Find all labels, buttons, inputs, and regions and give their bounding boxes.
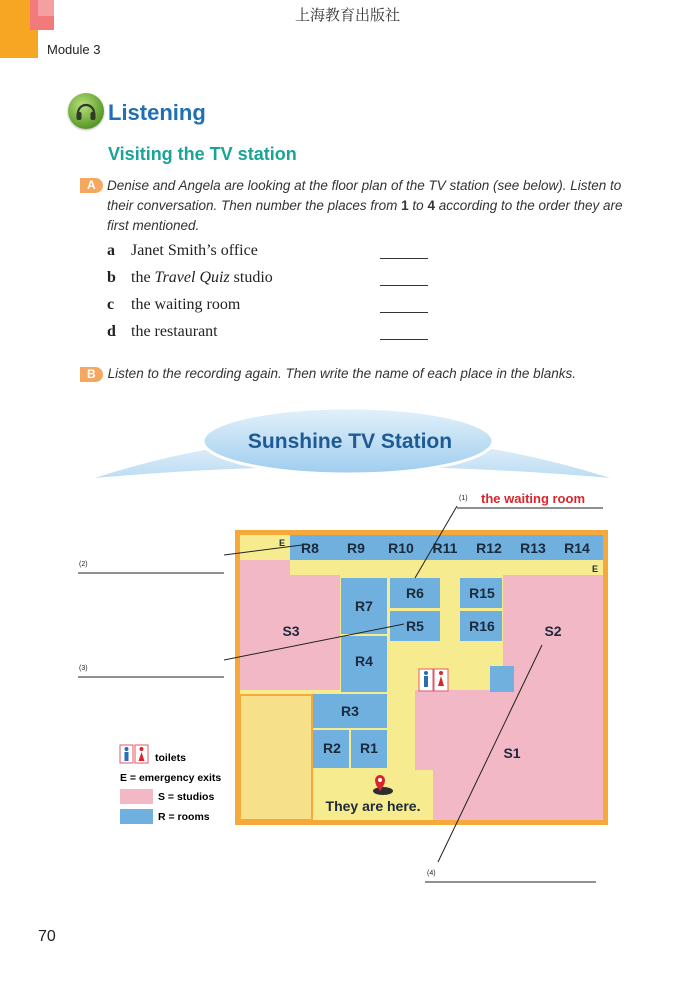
small-room-box [490,666,514,692]
blank-number: (2) [79,561,88,568]
room-r16: R16 [469,618,495,634]
blank-number: (3) [79,665,88,672]
room-r11: R11 [432,540,458,556]
room-r8: R8 [301,540,319,556]
legend-studios: S = studios [158,791,215,803]
page-number: 70 [38,928,56,945]
answer-blank[interactable] [380,285,428,286]
legend-toilets: toilets [155,752,186,764]
room-r12: R12 [476,540,502,556]
room-r4: R4 [355,653,373,669]
studio-s3-label: S3 [282,623,300,639]
here-label: They are here. [325,798,421,814]
answer-blank[interactable] [380,258,428,259]
room-r15: R15 [469,585,495,601]
room-r2: R2 [323,740,341,756]
item-text: the restaurant [131,323,218,340]
answer-blank[interactable] [380,339,428,340]
item-text: Janet Smith’s office [131,242,258,259]
section-title: Listening [108,100,206,125]
room-r3: R3 [341,703,359,719]
toilets-legend-icon [120,745,148,763]
legend [120,745,221,824]
item-letter: b [107,269,116,286]
list-item [107,269,437,296]
task-b-instruction: Listen to the recording again. Then write the name of each place in the blanks. [107,366,576,381]
emergency-exit-label: E [592,564,599,574]
task-a [80,176,640,236]
legend-studio-swatch [120,789,153,804]
task-b [80,366,576,382]
section-subtitle: Visiting the TV station [108,144,297,164]
publisher-name: 上海教育出版社 [294,6,400,24]
room-r6: R6 [406,585,424,601]
room-r5: R5 [406,618,424,634]
room-r10: R10 [388,540,414,556]
item-letter: a [107,242,115,259]
task-a-items [107,242,437,350]
room-r7: R7 [355,598,373,614]
toilets-icon [419,669,448,691]
item-letter: d [107,323,116,340]
list-item [107,296,437,323]
legend-rooms: R = rooms [158,811,210,823]
plan-title: Sunshine TV Station [247,430,453,453]
floor-plan [0,395,695,895]
answer-1-text: the waiting room [481,491,585,506]
empty-block [240,695,312,820]
legend-exits: E = emergency exits [120,772,222,784]
task-a-badge: A [80,178,103,193]
room-r9: R9 [347,540,365,556]
room-r13: R13 [520,540,546,556]
item-text: the waiting room [131,296,241,313]
legend-room-swatch [120,809,153,824]
studio-s2-label: S2 [544,623,562,639]
list-item [107,242,437,269]
room-r1: R1 [360,740,378,756]
headphones-icon [68,93,104,129]
item-text: the Travel Quiz studio [131,269,273,286]
emergency-exit-label: E [279,538,286,548]
list-item [107,323,437,350]
blank-number: (1) [459,495,468,502]
task-a-instruction: Denise and Angela are looking at the floor plan of the TV station (see below). Listen to their conversation. Then number the places from 1 to 4 according to the order they are first mentioned. [107,178,623,233]
answer-blank[interactable] [380,312,428,313]
room-r14: R14 [564,540,590,556]
blank-number: (4) [427,870,436,877]
module-label: Module 3 [47,42,101,57]
studio-s1-label: S1 [503,745,521,761]
item-letter: c [107,296,115,313]
task-b-badge: B [80,367,103,382]
